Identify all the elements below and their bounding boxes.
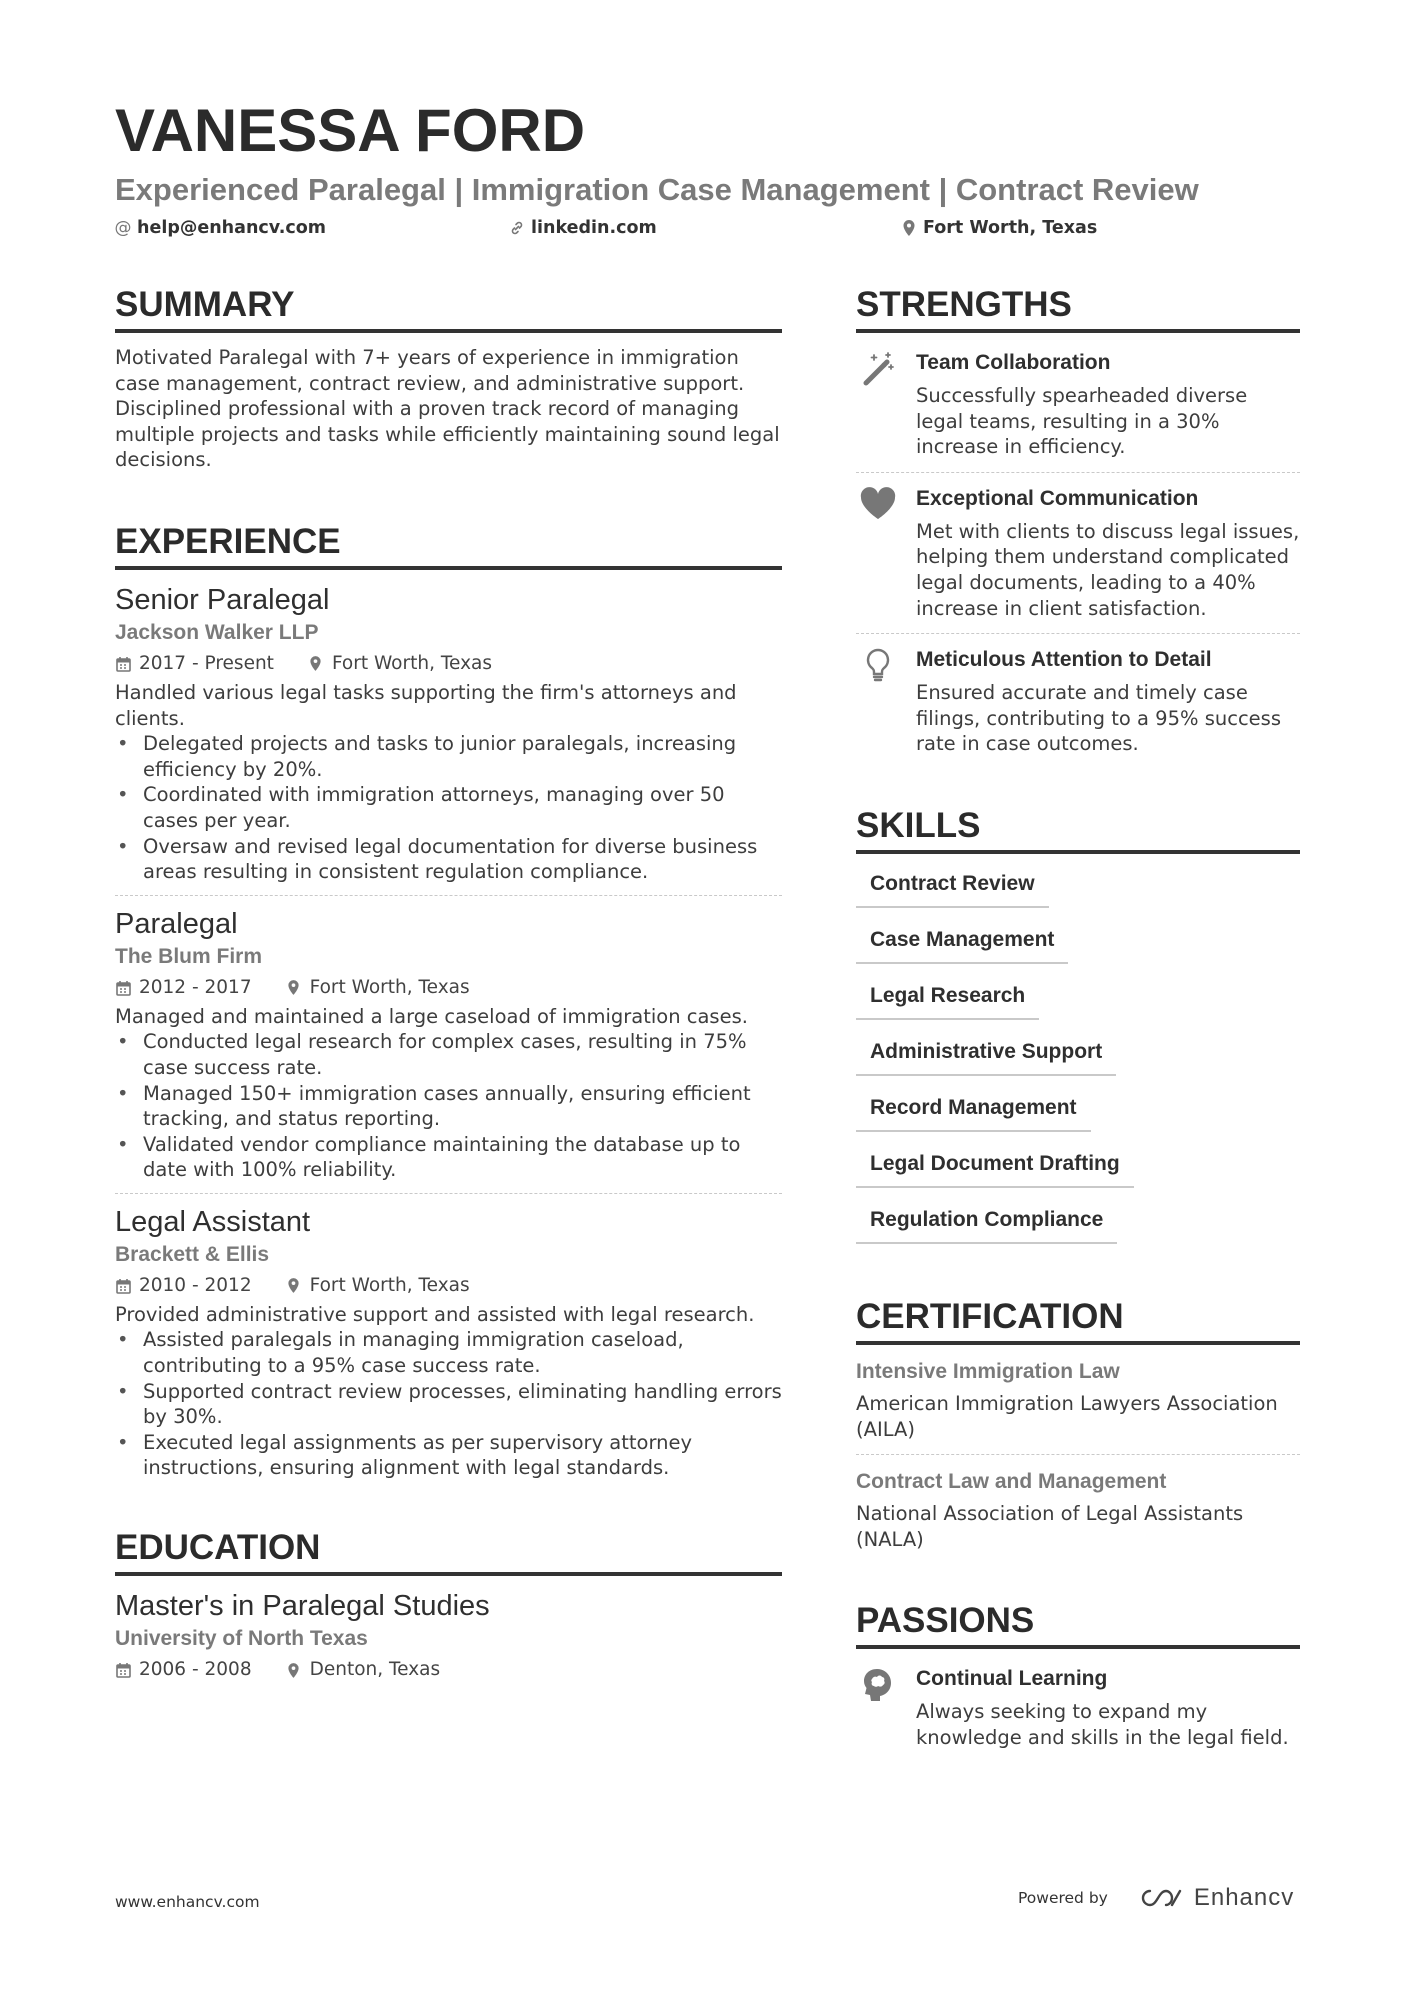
map-pin-icon — [901, 219, 917, 237]
job-bullets — [115, 1029, 782, 1183]
map-pin-icon — [286, 979, 302, 996]
skill-tag: Regulation Compliance — [856, 1198, 1117, 1244]
job-title: Legal Assistant — [115, 1205, 311, 1238]
passion-description: Always seeking to expand my knowledge and skills in the legal field. — [916, 1700, 1289, 1749]
passions-section — [856, 1600, 1300, 1762]
left-column — [115, 284, 782, 1686]
school-name: University of North Texas — [115, 1627, 368, 1651]
candidate-headline: Experienced Paralegal | Immigration Case Management | Contract Review — [115, 172, 1199, 207]
passions-heading: PASSIONS — [856, 1600, 1300, 1649]
bullet-item: • Supported contract review processes, eliminating handling errors by 30%. — [115, 1379, 782, 1430]
bullet-item: • Executed legal assignments as per supervisory attorney instructions, ensuring alignment with legal standards. — [115, 1430, 782, 1481]
strength-item — [856, 633, 1300, 769]
heart-icon — [856, 485, 900, 621]
strength-title: Exceptional Communication — [916, 486, 1199, 510]
bullet-item: • Validated vendor compliance maintaining the database up to date with 100% reliability. — [115, 1132, 782, 1183]
company-name: The Blum Firm — [115, 944, 263, 968]
bullet-item: • Assisted paralegals in managing immigration caseload, contributing to a 95% case success rate. — [115, 1327, 782, 1378]
education-dates: 2006 - 2008 — [139, 1659, 252, 1681]
calendar-icon — [115, 1278, 131, 1294]
job-dates: 2017 - Present — [139, 652, 274, 674]
certification-section — [856, 1296, 1300, 1564]
location-text: Fort Worth, Texas — [923, 218, 1098, 238]
bullet-item: • Managed 150+ immigration cases annually, ensuring efficient tracking, and status reporting. — [115, 1081, 782, 1132]
certification-title: Contract Law and Management — [856, 1470, 1167, 1494]
calendar-icon — [115, 980, 131, 996]
job-description: Managed and maintained a large caseload of immigration cases. — [115, 1004, 748, 1028]
company-name: Jackson Walker LLP — [115, 620, 319, 644]
skills-list — [856, 862, 1300, 1254]
candidate-name: VANESSA FORD — [115, 97, 586, 164]
certification-heading: CERTIFICATION — [856, 1296, 1300, 1345]
summary-text: Motivated Paralegal with 7+ years of experience in immigration case management, contract review, and administrative support. Disciplined professional with a proven track record of managing multiple projects and tasks while efficiently maintaining sound legal decisions. — [115, 346, 780, 472]
passion-title: Continual Learning — [916, 1667, 1108, 1691]
certification-item — [856, 1351, 1300, 1454]
job-location: Fort Worth, Texas — [309, 1274, 470, 1296]
experience-section — [115, 521, 782, 1491]
brand-name: Enhancv — [1193, 1884, 1295, 1911]
contact-email[interactable] — [115, 218, 326, 238]
experience-entry — [115, 895, 782, 1193]
skill-tag: Contract Review — [856, 862, 1049, 908]
skill-tag: Legal Document Drafting — [856, 1142, 1134, 1188]
skill-tag: Case Management — [856, 918, 1068, 964]
strength-description: Ensured accurate and timely case filings, contributing to a 95% success rate in case outcomes. — [916, 681, 1281, 756]
certification-org: National Association of Legal Assistants (NALA) — [856, 1502, 1244, 1551]
lightbulb-icon — [856, 646, 900, 757]
job-meta — [115, 648, 782, 680]
skill-tag: Record Management — [856, 1086, 1091, 1132]
skills-section — [856, 805, 1300, 1254]
magic-wand-icon — [856, 349, 900, 460]
summary-section — [115, 284, 782, 473]
job-description: Provided administrative support and assisted with legal research. — [115, 1302, 755, 1326]
contact-location — [901, 218, 1097, 238]
job-title: Paralegal — [115, 907, 238, 940]
job-dates: 2010 - 2012 — [139, 1274, 252, 1296]
certification-org: American Immigration Lawyers Association (AILA) — [856, 1391, 1278, 1441]
skill-tag: Administrative Support — [856, 1030, 1116, 1076]
link-icon — [509, 220, 525, 236]
powered-by-label: Powered by — [1018, 1889, 1108, 1907]
calendar-icon — [115, 1662, 131, 1678]
skills-heading: SKILLS — [856, 805, 1300, 854]
strength-title: Team Collaboration — [916, 351, 1111, 374]
bullet-item: • Delegated projects and tasks to junior paralegals, increasing efficiency by 20%. — [115, 731, 782, 782]
bullet-item: • Conducted legal research for complex cases, resulting in 75% case success rate. — [115, 1029, 782, 1080]
experience-entry — [115, 1193, 782, 1491]
education-location: Denton, Texas — [309, 1659, 441, 1681]
map-pin-icon — [286, 1662, 302, 1679]
footer-website[interactable]: www.enhancv.com — [115, 1893, 260, 1911]
job-dates: 2012 - 2017 — [139, 976, 252, 998]
certification-item — [856, 1454, 1300, 1564]
job-description: Handled various legal tasks supporting the firm's attorneys and clients. — [115, 680, 737, 730]
job-location: Fort Worth, Texas — [331, 652, 492, 674]
bullet-item: • Coordinated with immigration attorneys, managing over 50 cases per year. — [115, 782, 782, 833]
footer-branding — [1018, 1884, 1294, 1912]
enhancv-logo[interactable] — [1136, 1884, 1294, 1912]
job-bullets — [115, 1327, 782, 1481]
summary-heading: SUMMARY — [115, 284, 782, 333]
contact-bar — [115, 218, 1305, 244]
experience-heading: EXPERIENCE — [115, 521, 782, 570]
enhancv-logo-icon — [1136, 1886, 1184, 1910]
company-name: Brackett & Ellis — [115, 1242, 270, 1266]
strength-title: Meticulous Attention to Detail — [916, 648, 1212, 672]
education-meta — [115, 1654, 782, 1686]
strengths-section — [856, 284, 1300, 769]
contact-linkedin[interactable] — [509, 218, 657, 238]
strength-description: Met with clients to discuss legal issues, helping them understand complicated legal documents, leading to a 40% increase in client satisfaction. — [916, 519, 1300, 620]
email-text: help@enhancv.com — [137, 218, 327, 238]
map-pin-icon — [286, 1277, 302, 1294]
education-heading: EDUCATION — [115, 1527, 782, 1576]
job-meta — [115, 1270, 782, 1302]
education-section — [115, 1527, 782, 1686]
degree-title: Master's in Paralegal Studies — [115, 1590, 490, 1623]
job-bullets — [115, 731, 782, 885]
skill-tag: Legal Research — [856, 974, 1039, 1020]
right-column — [856, 284, 1300, 1763]
bullet-item: • Oversaw and revised legal documentation for diverse business areas resulting in consistent regulation compliance. — [115, 834, 782, 885]
linkedin-text: linkedin.com — [531, 218, 657, 238]
certification-title: Intensive Immigration Law — [856, 1359, 1120, 1383]
strength-description: Successfully spearheaded diverse legal teams, resulting in a 30% increase in efficiency. — [916, 384, 1248, 459]
experience-entry — [115, 582, 782, 895]
job-meta — [115, 972, 782, 1004]
passion-item — [856, 1653, 1300, 1762]
strength-item — [856, 472, 1300, 633]
at-icon: @ — [114, 218, 132, 238]
map-pin-icon — [308, 655, 324, 672]
calendar-icon — [115, 656, 131, 672]
strength-item — [856, 337, 1300, 472]
job-location: Fort Worth, Texas — [309, 976, 470, 998]
head-brain-icon — [856, 1665, 900, 1750]
job-title: Senior Paralegal — [115, 583, 330, 616]
strengths-heading: STRENGTHS — [856, 284, 1300, 333]
